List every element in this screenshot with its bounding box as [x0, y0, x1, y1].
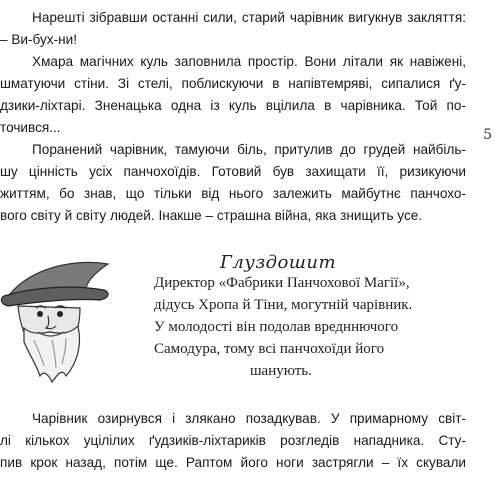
profile-line: Самодура, тому всі панчохоїди його — [154, 341, 385, 357]
text-line: шу цінність усіх панчохоїдів. Готовий був захищати її, ризикуючи — [0, 164, 466, 179]
paragraph-1 — [0, 7, 466, 51]
text-line: вого світу й світу людей. Інакше – страшна війна, яка знищить усе. — [0, 208, 423, 223]
profile-description — [154, 272, 454, 382]
text-line: Нарешті зібравши останні сили, старий чарівник вигукнув закляття: — [32, 10, 466, 25]
text-line: пив крок назад, потім ще. Раптом його ноги застрягли – їх скували — [0, 455, 466, 470]
paragraph-2 — [0, 51, 466, 139]
profile-line: шанують. — [250, 363, 312, 379]
text-line: дзики-ліхтарі. Зненацька одна із куль вцілила в чарівника. Той по- — [0, 98, 466, 113]
text-line: життям, бо знав, що тільки від нього залежить майбутнє панчохо- — [0, 186, 466, 201]
profile-line: У молодості він подолав вредннючого — [154, 319, 399, 335]
text-line: Хмара магічних куль заповнила простір. Вони літали як навіжені, — [32, 54, 466, 69]
text-line: Чарівник озирнувся і злякано позадкував. У примарному світ- — [32, 411, 466, 426]
text-line: точився... — [0, 120, 61, 135]
page-number: 5 — [483, 127, 492, 143]
profile-line: Директор «Фабрики Панчохової Магії», — [154, 275, 410, 291]
text-line: – Ви-бух-ни! — [0, 32, 78, 47]
text-line: шматуючи стіни. Зі стелі, поблискуючи в напівтемряві, сипалися ґу- — [0, 76, 466, 91]
text-line: лі кількох уцілілих ґудзиків-ліхтариків розгледів нападника. Сту- — [0, 433, 466, 448]
profile-line: дідусь Хропа й Тіни, могутній чарівник. — [154, 297, 413, 313]
wizard-portrait-icon — [0, 250, 140, 390]
text-line: Поранений чарівник, тамуючи біль, притулив до грудей найбіль- — [32, 142, 466, 157]
profile-title: Глуздошит — [220, 252, 337, 273]
paragraph-4 — [0, 408, 466, 474]
paragraph-3 — [0, 139, 466, 227]
